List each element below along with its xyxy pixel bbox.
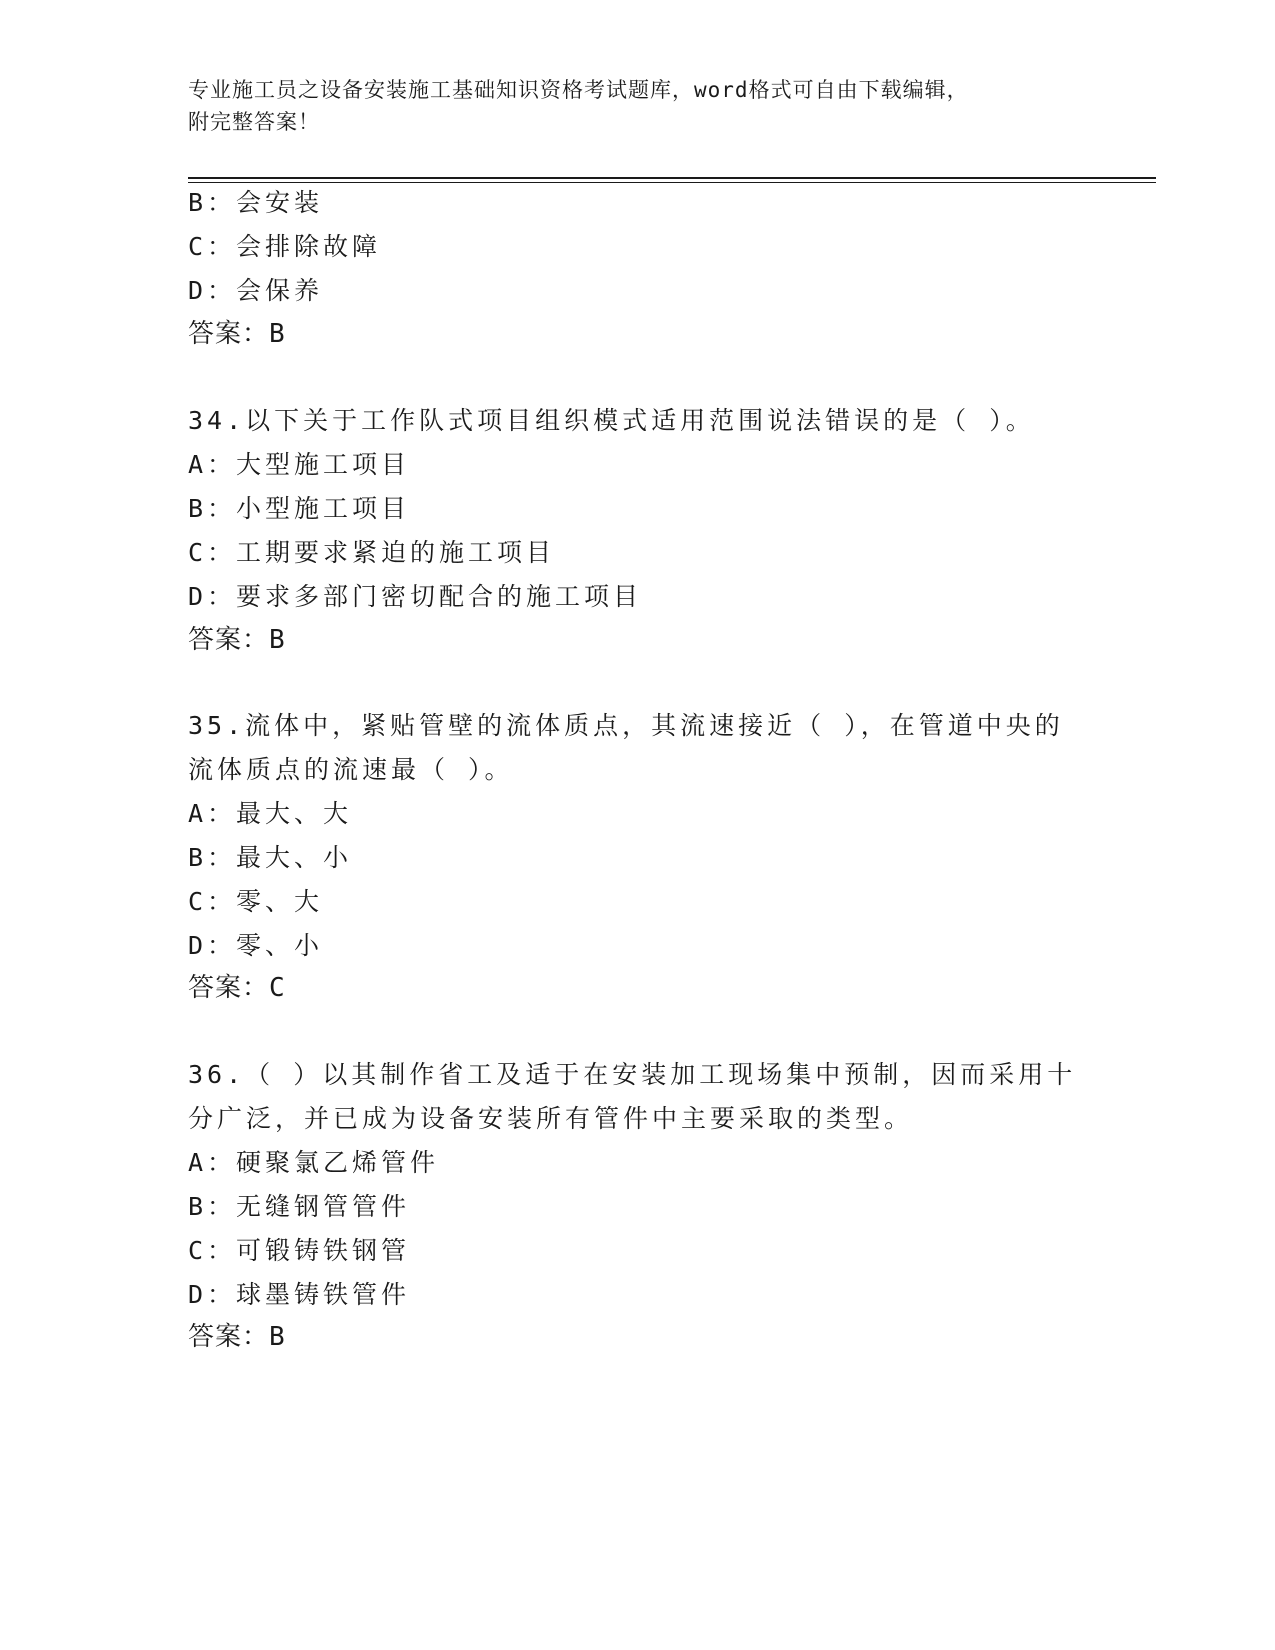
q34-answer: 答案：B [188,625,286,655]
header-line-1: 专业施工员之设备安装施工基础知识资格考试题库，word格式可自由下载编辑， [188,78,969,102]
document-header [188,74,1068,138]
q36-option-a: A：硬聚氯乙烯管件 [188,1148,440,1177]
q36-option-b: B：无缝钢管管件 [188,1192,411,1221]
q33-option-c: C：会排除故障 [188,232,382,261]
q35-option-d: D：零、小 [188,931,324,960]
q34-option-d: D：要求多部门密切配合的施工项目 [188,582,643,611]
q34-question: 34.以下关于工作队式项目组织模式适用范围说法错误的是（ ）。 [188,406,1035,435]
q36-option-c: C：可锻铸铁钢管 [188,1236,411,1265]
q35-question-line-2: 流体质点的流速最（ ）。 [188,755,514,784]
q35-option-a: A：最大、大 [188,799,353,828]
q33-answer: 答案：B [188,319,286,349]
q34-option-b: B：小型施工项目 [188,494,411,523]
q36-question-line-1: 36.（ ）以其制作省工及适于在安装加工现场集中预制，因而采用十 [188,1060,1077,1089]
q34-option-a: A：大型施工项目 [188,450,411,479]
q35-question-line-1: 35.流体中，紧贴管壁的流体质点，其流速接近（ ），在管道中央的 [188,711,1064,740]
header-line-2: 附完整答案！ [188,110,320,134]
q34-option-c: C：工期要求紧迫的施工项目 [188,538,556,567]
q33-option-b: B：会安装 [188,188,324,217]
q35-option-b: B：最大、小 [188,843,353,872]
q36-answer: 答案：B [188,1322,286,1352]
header-divider [188,177,1156,183]
q36-option-d: D：球墨铸铁管件 [188,1280,411,1309]
q35-option-c: C：零、大 [188,887,324,916]
q33-option-d: D：会保养 [188,276,324,305]
q36-question-line-2: 分广泛，并已成为设备安装所有管件中主要采取的类型。 [188,1104,914,1133]
q35-answer: 答案：C [188,973,286,1003]
